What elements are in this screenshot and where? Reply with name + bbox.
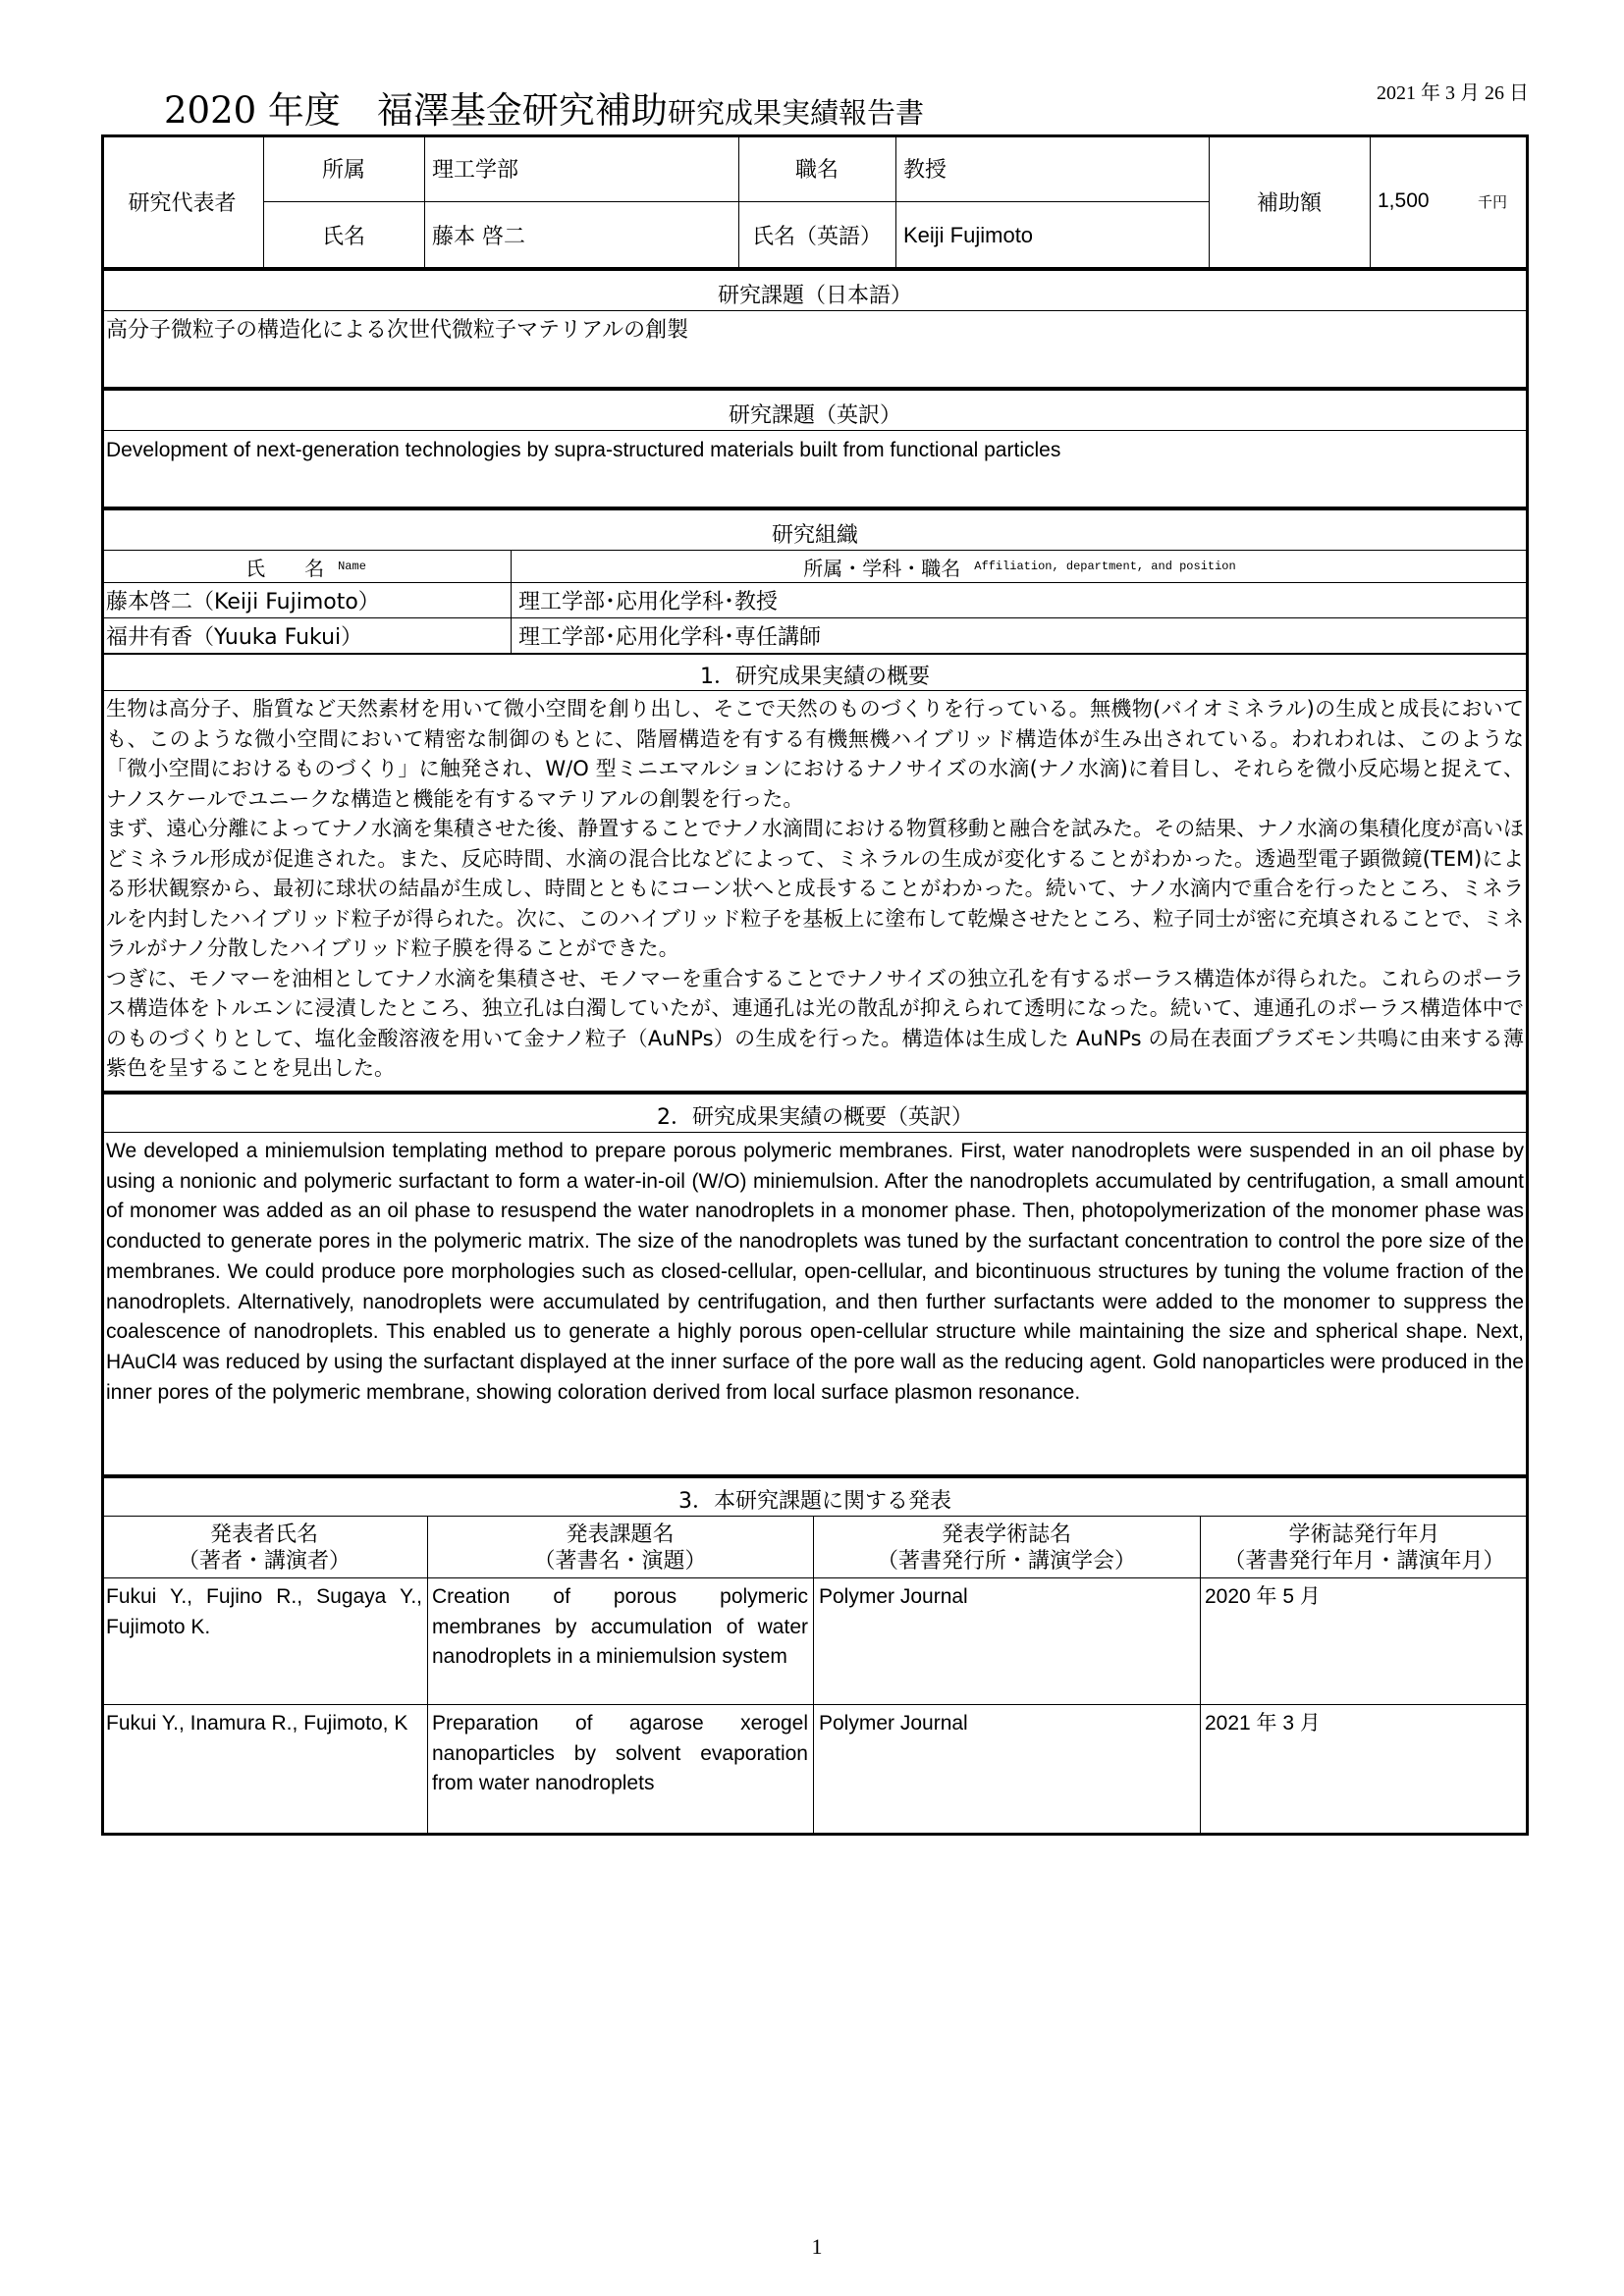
member-name: 藤本啓二（Keiji Fujimoto）	[106, 590, 380, 614]
summary-en-heading: 2．研究成果実績の概要（英訳）	[657, 1105, 973, 1130]
member-name: 福井有香（Yuuka Fukui）	[106, 625, 363, 650]
pub-date: 2021 年 3 月	[1205, 1712, 1321, 1735]
divider	[101, 507, 1529, 510]
title-sub: 研究成果実績報告書	[667, 96, 924, 130]
pub-col-journal	[813, 1522, 1200, 1575]
organization-heading: 研究組織	[771, 523, 858, 548]
grant-label: 補助額	[1256, 190, 1322, 216]
report-date: 2021 年 3 月 26 日	[1377, 82, 1529, 104]
summary-ja-paragraph: つぎに、モノマーを油相としてナノ水滴を集積させ、モノマーを重合することでナノサイズの独立孔を有するポーラス構造体が得られた。これらのポーラス構造体をトルエンに浸漬したところ、独立孔は白濁していたが、連通孔は光の散乱が抑えられて透明になった。続いて、連通孔のポーラス構造体中でのものづくりとして、塩化金酸溶液を用いて金ナノ粒子（AuNPs）の生成を行った。構造体は生成した AuNPs の局在表面プラズモン共鳴に由来する薄紫色を呈することを見出した。	[106, 966, 1524, 1080]
pub-title: Creation of porous polymeric membranes by accumulation of water nanodroplets in a miniemulsion system	[432, 1585, 808, 1668]
col-line2: （著書発行所・講演学会）	[876, 1549, 1136, 1574]
page-number: 1	[811, 2234, 823, 2259]
summary-ja-paragraph: まず、遠心分離によってナノ水滴を集積させた後、静置することでナノ水滴間における物質移動と融合を試みた。その結果、ナノ水滴の集積化度が高いほどミネラル形成が促進された。また、反応時間、水滴の混合比などによって、ミネラルの生成が変化することがわかった。透過型電子顕微鏡(TEM)による形状観察から、最初に球状の結晶が生成し、時間とともにコーン状へと成長することがわかった。続いて、ナノ水滴内で重合を行ったところ、ミネラルを内封したハイブリッド粒子が得られた。次に、このハイブリッド粒子を基板上に塗布して乾燥させたところ、粒子同士が密に充填されることで、ミネラルがナノ分散したハイブリッド粒子膜を得ることができた。	[106, 817, 1524, 960]
org-col-name-en: Name	[338, 560, 366, 573]
divider	[101, 1704, 1529, 1705]
col-line2: （著書名・演題）	[533, 1549, 707, 1574]
position-label: 職名	[794, 157, 839, 183]
topic-en-text: Development of next-generation technologies by supra-structured materials built from functional particles	[106, 439, 1061, 461]
position-value: 教授	[903, 157, 947, 183]
org-col-affiliation	[511, 551, 1529, 582]
col-line1: 学術誌発行年月	[1288, 1522, 1440, 1547]
divider	[101, 690, 1529, 691]
org-col-affil-ja: 所属・学科・職名	[803, 556, 961, 580]
grant-amount: 1,500	[1378, 189, 1430, 212]
member-affiliation: 理工学部･応用化学科･専任講師	[518, 625, 822, 650]
grant-unit: 千円	[1478, 192, 1508, 211]
divider	[101, 310, 1529, 311]
summary-en-text: We developed a miniemulsion templating method to prepare porous polymeric membranes. First, water nanodroplets were suspended in an oil phase by using a nonionic and polymeric surfactant to form a water-in-oil (W/O) miniemulsion. After the nanodroplets accumulated by centrifugation, a small amount of monomer was added as an oil phase to resuspend the water nanodroplets in a monomer phase. Then, photopolymerization of the monomer phase was conducted to generate pores in the polymeric matrix. The size of the nanodroplets was tuned by the surfactant concentration to control the pore size of the membranes. We could produce pore morphologies such as closed-cellular, open-cellular, and bicontinuous structures by tuning the volume fraction of the nanodroplets. Alternatively, nanodroplets were accumulated by centrifugation, and then further surfactants were added to the monomer to suppress the coalescence of nanodroplets. This enabled us to generate a highly porous open-cellular structure while maintaining the size and spherical shape. Next, HAuCl4 was reduced by using the surfactant displayed at the inner surface of the pore wall as the reducing agent. Gold nanoparticles were produced in the inner pores of the polymeric membrane, showing coloration derived from local surface plasmon resonance.	[106, 1140, 1524, 1404]
topic-ja-text: 高分子微粒子の構造化による次世代微粒子マテリアルの創製	[106, 318, 689, 343]
col-line1: 発表課題名	[566, 1522, 675, 1547]
pub-col-date	[1200, 1522, 1529, 1575]
topic-ja-heading: 研究課題（日本語）	[717, 284, 912, 308]
affiliation-label: 所属	[321, 157, 365, 183]
page-title	[164, 80, 924, 133]
topic-en-heading: 研究課題（英訳）	[728, 403, 901, 428]
pub-authors: Fukui Y., Inamura R., Fujimoto, K	[106, 1712, 408, 1735]
name-en-value: Keiji Fujimoto	[903, 222, 1034, 247]
member-affiliation: 理工学部･応用化学科･教授	[518, 590, 779, 614]
col-line2: （著者・講演者）	[177, 1549, 351, 1574]
affiliation-value: 理工学部	[432, 157, 519, 183]
pub-title: Preparation of agarose xerogel nanoparticles by solvent evaporation from water nanodroplets	[432, 1712, 808, 1794]
pub-journal: Polymer Journal	[819, 1585, 968, 1608]
divider	[101, 1132, 1529, 1133]
col-line1: 発表者氏名	[209, 1522, 318, 1547]
name-en-label: 氏名（英語）	[751, 225, 882, 249]
summary-ja-body	[106, 694, 1524, 1084]
divider	[101, 1474, 1529, 1478]
representative-label: 研究代表者	[128, 190, 237, 216]
divider	[101, 387, 1529, 391]
pub-col-title	[427, 1522, 813, 1575]
divider	[101, 1091, 1529, 1095]
col-line1: 発表学術誌名	[941, 1522, 1071, 1547]
title-main: 2020 年度 福澤基金研究補助	[164, 89, 668, 132]
divider	[101, 653, 1529, 655]
summary-ja-paragraph: 生物は高分子、脂質など天然素材を用いて微小空間を創り出し、そこで天然のものづくりを行っている。無機物(バイオミネラル)の生成と成長においても、このような微小空間において精密な制御のもとに、階層構造を有する有機無機ハイブリッド構造体が生み出されている。われわれは、このような「微小空間におけるものづくり」に触発され、W/O 型ミニエマルションにおけるナノサイズの水滴(ナノ水滴)に着目し、それらを微小反応場と捉えて、ナノスケールでユニークな構造と機能を有するマテリアルの創製を行った。	[106, 697, 1524, 811]
divider	[101, 1516, 1529, 1517]
summary-ja-heading: 1．研究成果実績の概要	[700, 665, 930, 689]
name-label: 氏名	[321, 225, 365, 249]
name-value: 藤本 啓二	[432, 225, 525, 249]
org-col-name	[101, 551, 511, 582]
divider	[101, 1577, 1529, 1578]
publications-heading: 3．本研究課題に関する発表	[678, 1489, 951, 1514]
org-col-name-ja: 氏 名	[245, 556, 325, 580]
divider	[101, 430, 1529, 431]
pub-col-authors	[101, 1522, 427, 1575]
pub-authors: Fukui Y., Fujino R., Sugaya Y., Fujimoto K.	[106, 1585, 422, 1638]
pub-date: 2020 年 5 月	[1205, 1585, 1321, 1608]
col-line2: （著書発行年月・講演年月）	[1223, 1549, 1505, 1574]
pub-journal: Polymer Journal	[819, 1712, 968, 1735]
org-col-affil-en: Affiliation, department, and position	[974, 560, 1236, 573]
